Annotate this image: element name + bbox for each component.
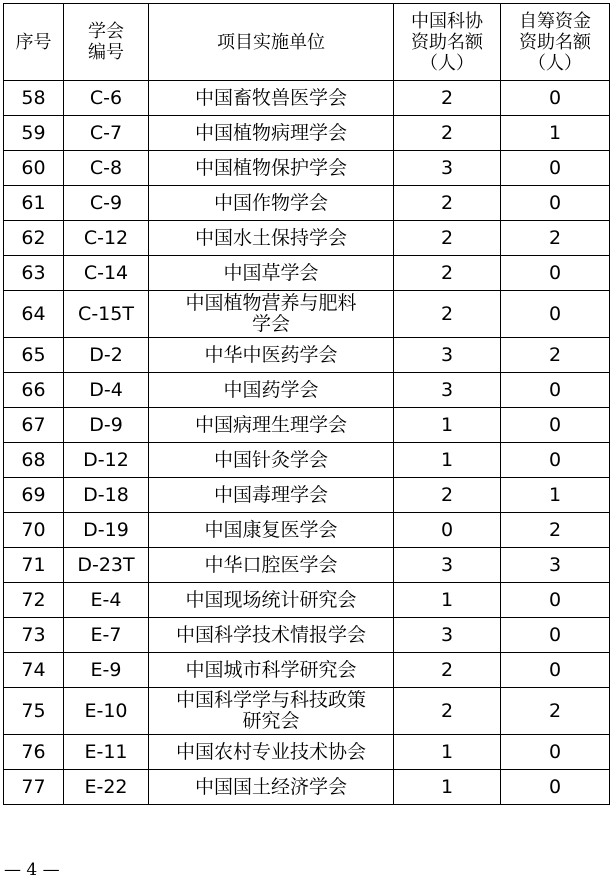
cell-cast-quota: 2 xyxy=(394,221,501,256)
cell-self-quota: 0 xyxy=(501,618,610,653)
cell-unit: 中国药学会 xyxy=(149,373,394,408)
cell-code: C-9 xyxy=(64,186,149,221)
cell-unit: 中国城市科学研究会 xyxy=(149,653,394,688)
cell-code: C-14 xyxy=(64,256,149,291)
cell-unit: 中华中医药学会 xyxy=(149,338,394,373)
cell-unit: 中国畜牧兽医学会 xyxy=(149,81,394,116)
cell-code: C-15T xyxy=(64,291,149,338)
cell-seq: 73 xyxy=(4,618,64,653)
cell-self-quota: 0 xyxy=(501,583,610,618)
cell-cast-quota: 1 xyxy=(394,770,501,805)
cell-code: D-2 xyxy=(64,338,149,373)
cell-cast-quota: 1 xyxy=(394,443,501,478)
table-row xyxy=(4,373,610,408)
table-row xyxy=(4,116,610,151)
cell-self-quota: 0 xyxy=(501,443,610,478)
cell-self-quota: 0 xyxy=(501,770,610,805)
header-code: 学会 编号 xyxy=(64,4,149,81)
header-self-quota: 自筹资金 资助名额 （人） xyxy=(501,4,610,81)
cell-seq: 67 xyxy=(4,408,64,443)
table-header-row xyxy=(4,4,610,81)
cell-seq: 60 xyxy=(4,151,64,186)
cell-cast-quota: 3 xyxy=(394,548,501,583)
cell-seq: 64 xyxy=(4,291,64,338)
cell-unit: 中国针灸学会 xyxy=(149,443,394,478)
cell-seq: 69 xyxy=(4,478,64,513)
cell-unit: 中国植物病理学会 xyxy=(149,116,394,151)
table-row xyxy=(4,583,610,618)
page-number: — 4 — xyxy=(4,860,60,880)
cell-seq: 70 xyxy=(4,513,64,548)
header-unit: 项目实施单位 xyxy=(149,4,394,81)
cell-code: C-12 xyxy=(64,221,149,256)
cell-cast-quota: 2 xyxy=(394,478,501,513)
cell-seq: 59 xyxy=(4,116,64,151)
table-row xyxy=(4,151,610,186)
cell-seq: 75 xyxy=(4,688,64,735)
cell-self-quota: 0 xyxy=(501,151,610,186)
cell-code: D-4 xyxy=(64,373,149,408)
cell-seq: 58 xyxy=(4,81,64,116)
table-row xyxy=(4,653,610,688)
cell-unit: 中国植物营养与肥料 学会 xyxy=(149,291,394,338)
cell-seq: 61 xyxy=(4,186,64,221)
cell-seq: 71 xyxy=(4,548,64,583)
table-row xyxy=(4,408,610,443)
table-row xyxy=(4,221,610,256)
cell-seq: 68 xyxy=(4,443,64,478)
table-row xyxy=(4,186,610,221)
cell-cast-quota: 1 xyxy=(394,735,501,770)
cell-code: D-18 xyxy=(64,478,149,513)
cell-self-quota: 0 xyxy=(501,653,610,688)
cell-unit: 中国植物保护学会 xyxy=(149,151,394,186)
cell-self-quota: 1 xyxy=(501,478,610,513)
cell-self-quota: 1 xyxy=(501,116,610,151)
cell-cast-quota: 1 xyxy=(394,583,501,618)
cell-code: E-22 xyxy=(64,770,149,805)
header-seq: 序号 xyxy=(4,4,64,81)
cell-unit: 中国草学会 xyxy=(149,256,394,291)
table-row xyxy=(4,618,610,653)
cell-unit: 中国国土经济学会 xyxy=(149,770,394,805)
header-cast-quota: 中国科协 资助名额 （人） xyxy=(394,4,501,81)
cell-code: D-23T xyxy=(64,548,149,583)
cell-code: E-4 xyxy=(64,583,149,618)
cell-cast-quota: 2 xyxy=(394,688,501,735)
cell-code: E-7 xyxy=(64,618,149,653)
cell-self-quota: 0 xyxy=(501,81,610,116)
cell-code: C-6 xyxy=(64,81,149,116)
cell-code: D-19 xyxy=(64,513,149,548)
cell-self-quota: 0 xyxy=(501,256,610,291)
cell-unit: 中国科学技术情报学会 xyxy=(149,618,394,653)
table-row xyxy=(4,338,610,373)
cell-cast-quota: 2 xyxy=(394,186,501,221)
cell-cast-quota: 2 xyxy=(394,653,501,688)
table-row xyxy=(4,770,610,805)
cell-unit: 中国现场统计研究会 xyxy=(149,583,394,618)
cell-seq: 77 xyxy=(4,770,64,805)
cell-self-quota: 0 xyxy=(501,291,610,338)
cell-cast-quota: 2 xyxy=(394,291,501,338)
quota-table xyxy=(3,3,610,805)
cell-code: D-9 xyxy=(64,408,149,443)
cell-cast-quota: 2 xyxy=(394,116,501,151)
cell-cast-quota: 2 xyxy=(394,256,501,291)
cell-seq: 74 xyxy=(4,653,64,688)
cell-cast-quota: 3 xyxy=(394,618,501,653)
cell-unit: 中国毒理学会 xyxy=(149,478,394,513)
cell-self-quota: 2 xyxy=(501,338,610,373)
cell-seq: 62 xyxy=(4,221,64,256)
cell-self-quota: 2 xyxy=(501,513,610,548)
cell-unit: 中国科学学与科技政策 研究会 xyxy=(149,688,394,735)
table-row xyxy=(4,256,610,291)
table-body xyxy=(4,81,610,805)
table-row xyxy=(4,291,610,338)
table-row xyxy=(4,688,610,735)
cell-seq: 76 xyxy=(4,735,64,770)
cell-self-quota: 0 xyxy=(501,735,610,770)
table-row xyxy=(4,548,610,583)
cell-unit: 中华口腔医学会 xyxy=(149,548,394,583)
cell-code: C-8 xyxy=(64,151,149,186)
cell-self-quota: 0 xyxy=(501,186,610,221)
cell-seq: 63 xyxy=(4,256,64,291)
cell-seq: 72 xyxy=(4,583,64,618)
cell-code: E-9 xyxy=(64,653,149,688)
cell-code: C-7 xyxy=(64,116,149,151)
cell-unit: 中国康复医学会 xyxy=(149,513,394,548)
cell-cast-quota: 3 xyxy=(394,151,501,186)
cell-self-quota: 2 xyxy=(501,221,610,256)
cell-code: D-12 xyxy=(64,443,149,478)
cell-cast-quota: 1 xyxy=(394,408,501,443)
cell-cast-quota: 0 xyxy=(394,513,501,548)
cell-self-quota: 0 xyxy=(501,373,610,408)
table-row xyxy=(4,81,610,116)
table-row xyxy=(4,735,610,770)
cell-unit: 中国病理生理学会 xyxy=(149,408,394,443)
cell-cast-quota: 3 xyxy=(394,338,501,373)
cell-code: E-11 xyxy=(64,735,149,770)
table-row xyxy=(4,443,610,478)
cell-cast-quota: 3 xyxy=(394,373,501,408)
table-row xyxy=(4,478,610,513)
cell-unit: 中国水土保持学会 xyxy=(149,221,394,256)
cell-self-quota: 2 xyxy=(501,688,610,735)
cell-seq: 66 xyxy=(4,373,64,408)
cell-seq: 65 xyxy=(4,338,64,373)
cell-unit: 中国农村专业技术协会 xyxy=(149,735,394,770)
cell-unit: 中国作物学会 xyxy=(149,186,394,221)
cell-code: E-10 xyxy=(64,688,149,735)
table-row xyxy=(4,513,610,548)
cell-cast-quota: 2 xyxy=(394,81,501,116)
cell-self-quota: 0 xyxy=(501,408,610,443)
cell-self-quota: 3 xyxy=(501,548,610,583)
